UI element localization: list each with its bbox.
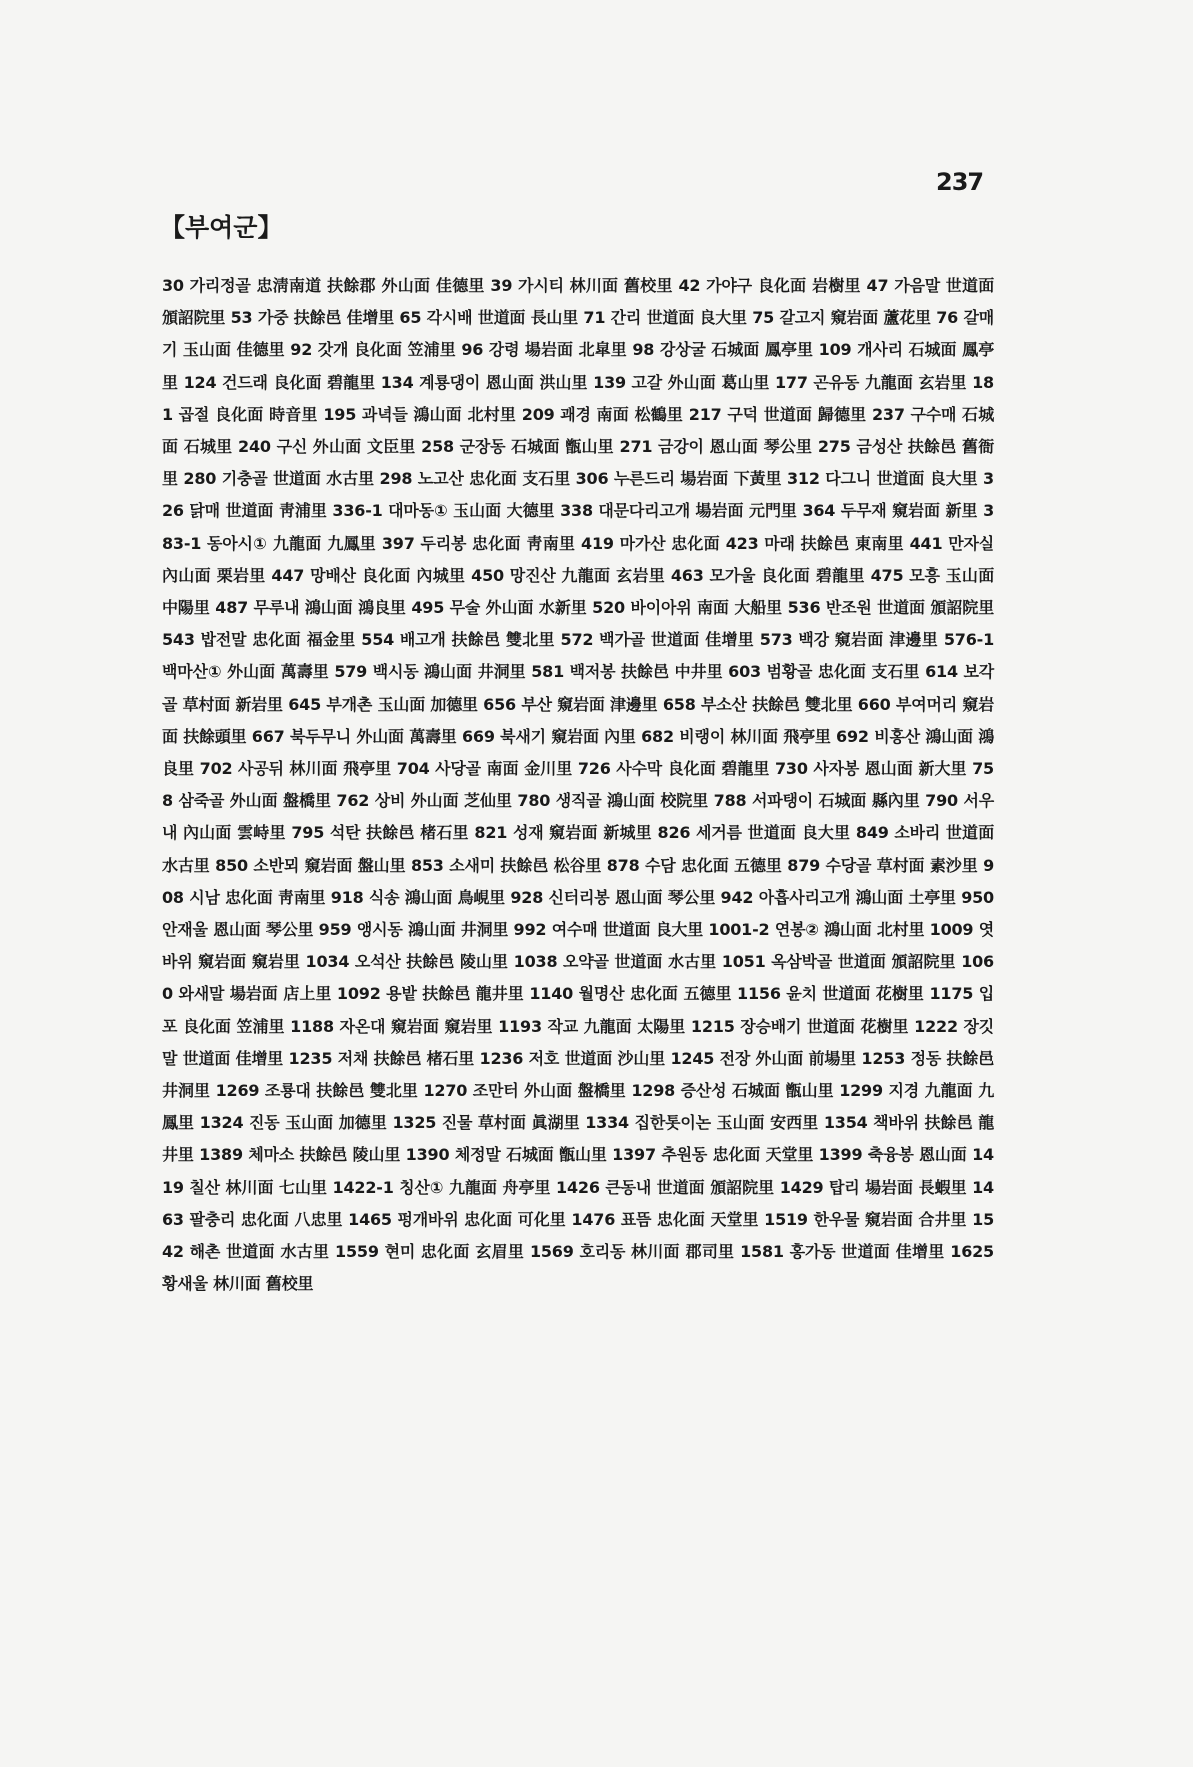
body-text: 30 가리정골 忠淸南道 扶餘郡 外山面 佳德里 39 가시티 林川面 舊校里 42 가야구 良化面 岩樹里 47 가음말 世道面 頒詔院里 53 가중 扶餘邑 佳增里 65 각시배 世道面 長山里 71 간리 世道面 良大里 75 갈고지 窺岩面 蘆花里 76 갈매기 玉山面 佳德里 92 갓개 良化面 笠浦里 96 강령 場岩面 北皐里 98 강상굴 石城面 鳳亭里 109 개사리 石城面 鳳亭里 124 건드래 良化面 碧龍里 134 계룡댕이 恩山面 洪山里 139 고갈 外山面 葛山里 177 곤유동 九龍面 玄岩里 181 곱절 良化面 時音里 195 과녁들 鴻山面 北村里 209 괘경 南面 松鶴里 217 구덕 世道面 歸德里 237 구수매 石城面 石城里 240 구신 外山面 文臣里 258 군장동 石城面 甑山里 271 금강이 恩山面 琴公里 275 금성산 扶餘邑 舊衙里 280 기충골 世道面 水古里 298 노고산 忠化面 支石里 306 누른드리 場岩面 下黃里 312 다그니 世道面 良大里 326 닭매 世道面 靑浦里 336-1 대마동① 玉山面 大德里 338 대문다리고개 場岩面 元門里 364 두무재 窺岩面 新里 383-1 동아시① 九龍面 九鳳里 397 두리봉 忠化面 靑南里 419 마가산 忠化面 423 마래 扶餘邑 東南里 441 만자실 內山面 栗岩里 447 망배산 良化面 內城里 450 망진산 九龍面 玄岩里 463 모가울 良化面 碧龍里 475 모흥 玉山面 中陽里 487 무루내 鴻山面 鴻良里 495 무술 外山面 水新里 520 바이아위 南面 大船里 536 반조원 世道面 頒詔院里 543 밥전말 忠化面 福金里 554 배고개 扶餘邑 雙北里 572 백가골 世道面 佳增里 573 백강 窺岩面 津邊里 576-1 백마산① 外山面 萬壽里 579 백시동 鴻山面 井洞里 581 백저봉 扶餘邑 中井里 603 범황골 忠化面 支石里 614 보각골 草村面 新岩里 645 부개촌 玉山面 加德里 656 부산 窺岩面 津邊里 658 부소산 扶餘邑 雙北里 660 부여머리 窺岩面 扶餘頭里 667 북두무니 外山面 萬壽里 669 북새기 窺岩面 內里 682 비랭이 林川面 飛亭里 692 비홍산 鴻山面 鴻良里 702 사공뒤 林川面 飛亭里 704 사당골 南面 金川里 726 사수막 良化面 碧龍里 730 사자봉 恩山面 新大里 758 삼죽골 外山面 盤橋里 762 상비 外山面 芝仙里 780 생직골 鴻山面 校院里 788 서파탱이 石城面 縣內里 790 서우내 內山面 雲峙里 795 석탄 扶餘邑 楮石里 821 성재 窺岩面 新城里 826 세거름 世道面 良大里 849 소바리 世道面 水古里 850 소반뫼 窺岩面 盤山里 853 소새미 扶餘邑 松谷里 878 수담 忠化面 五德里 879 수당골 草村面 素沙里 908 시남 忠化面 靑南里 918 식송 鴻山面 鳥峴里 928 신터리봉 恩山面 琴公里 942 아흡사리고개 鴻山面 土亭里 950 안재울 恩山面 琴公里 959 앵시동 鴻山面 井洞里 992 여수매 世道面 良大里 1001-2 연봉② 鴻山面 北村里 1009 엿바위 窺岩面 窺岩里 1034 오석산 扶餘邑 陵山里 1038 오약골 世道面 水古里 1051 옥삼박골 世道面 頒詔院里 1060 와새말 場岩面 店上里 1092 용밭 扶餘邑 龍井里 1140 월명산 忠化面 五德里 1156 윤치 世道面 花樹里 1175 입포 良化面 笠浦里 1188 자온대 窺岩面 窺岩里 1193 작교 九龍面 太陽里 1215 장승배기 世道面 花樹里 1222 장깃말 世道面 佳增里 1235 저채 扶餘邑 楮石里 1236 저호 世道面 沙山里 1245 전장 外山面 前場里 1253 정동 扶餘邑 井洞里 1269 조룡대 扶餘邑 雙北里 1270 조만터 外山面 盤橋里 1298 증산성 石城面 甑山里 1299 지경 九龍面 九鳳里 1324 진동 玉山面 加德里 1325 진물 草村面 眞湖里 1334 집한톳이논 玉山面 安西里 1354 책바위 扶餘邑 龍井里 1389 체마소 扶餘邑 陵山里 1390 체정말 石城面 甑山里 1397 추원동 忠化面 天堂里 1399 축융봉 恩山面 1419 칠산 林川面 七山里 1422-1 칭산① 九龍面 舟亭里 1426 큰동내 世道面 頒詔院里 1429 탑리 場岩面 長蝦里 1463 팔충리 忠化面 八忠里 1465 펑개바위 忠化面 可化里 1476 표뜸 忠化面 天堂里 1519 한우물 窺岩面 合井里 1542 해촌 世道面 水古里 1559 현미 忠化面 玄眉里 1569 호리동 林川面 郡司里 1581 홍가동 世道面 佳增里 1625 황새울 林川面 舊校里 <box>162 276 994 1294</box>
section-title: 【부여군】 <box>160 213 283 242</box>
page-number: 237 <box>936 168 984 196</box>
